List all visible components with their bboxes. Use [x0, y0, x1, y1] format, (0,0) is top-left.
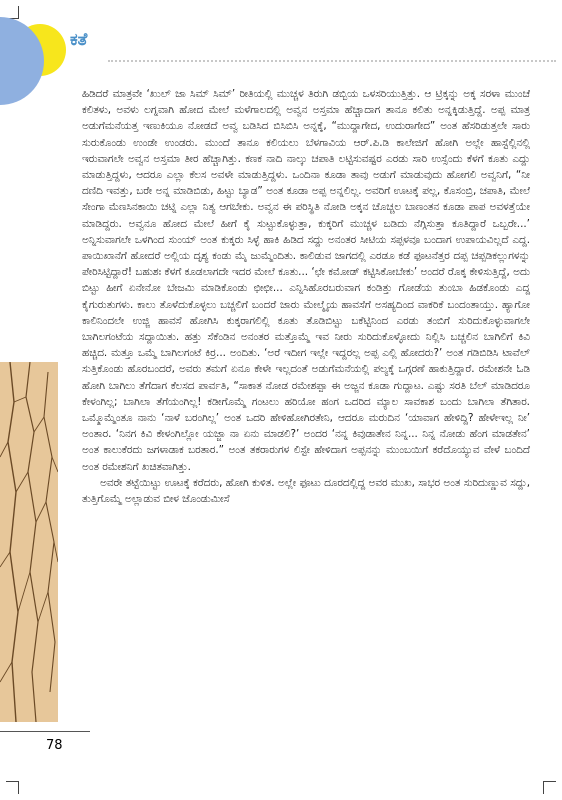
section-title: ಕತೆ [70, 30, 88, 50]
page-number: 78 [46, 738, 63, 753]
story-body [82, 86, 530, 507]
cracked-texture-image [0, 362, 58, 722]
footer-rule [0, 731, 90, 732]
paragraph-1: ಹಿಡಿದರೆ ಮಾತ್ರವೇ ‘ಖುಲ್ ಜಾ ಸಿಮ್ ಸಿಮ್’ ರೀತಿಯಲ್ಲಿ ಮುಚ್ಚಳ ತಿರುಗಿ ಡಬ್ಬಿಯ ಒಳಸರಿಯುತ್ತಿತ್ತು. ಆ ಟ್ರಿಕ್ಕನ್ನು ಅಕ್ಕ ಸರಳಾ ಮುಂಚೆ ಕಲಿತಳು, ಅವಳು ಲಗ್ನವಾಗಿ ಹೋದ ಮೇಲೆ ಮಳೆಗಾಲದಲ್ಲಿ ಅವ್ವನ ಅಸ್ತಮಾ ಹೆಚ್ಚಾದಾಗ ತಾನೂ ಕಲಿತು ಅನ್ನಕ್ಕಿಡುತ್ತಿದ್ದೆ. ಅಪ್ಪ ಮಾತ್ರ ಅಡುಗೆಮನೆಯತ್ತ ಇಣುಕಿಯೂ ನೋಡದೆ ಅವ್ವ ಬಡಿಸಿದ ಬಿಸಿಬಿಸಿ ಅನ್ನಕ್ಕೆ, “ಮುದ್ದಾಗೇದ, ಉದುರಾಗೇದ” ಅಂತ ಹೆಸರಿಡುತ್ತಲೇ ಸಾರು ಸುರುಕೊಂಡು ಉಂಡೇ ಉಂಡರು. ಮುಂದೆ ತಾನೂ ಕಲಿಯಲು ಬೆಳಗಾವಿಯ ಆರ್.ಪಿ.ಡಿ ಕಾಲೇಜಿಗೆ ಹೋಗಿ ಅಲ್ಲೇ ಹಾಸ್ಟೆಲ್ಲಿನಲ್ಲಿ ಇರುವಾಗಲೇ ಅವ್ವನ ಅಸ್ತಮಾ ತೀರ ಹೆಚ್ಚಾಗಿತ್ತು. ಕಣಕ ನಾದಿ ನಾಲ್ಕು ಚಪಾತಿ ಲಟ್ಟಿಸುವಷ್ಟರ ಎರಡು ಸಾರಿ ಉಸ್ಸೆಂದು ಕೆಳಗೆ ಕೂತು ಎದ್ದು ಮಾಡುತ್ತಿದ್ದಳು, ಆದರೂ ಎಲ್ಲಾ ಕೆಲಸ ಅವಳೇ ಮಾಡುತ್ತಿದ್ದಳು. ಒಂದಿನಾ ಕೂಡಾ ತಾವು ಅಡುಗೆ ಮಾಡುವುದು ಹೋಗಲಿ ಅವ್ವನಿಗೆ, “ನೀ ದಣಿದಿ ಇವತ್ತು, ಬರೇ ಅನ್ನ ಮಾಡಿಬಿಡು, ಹಿಟ್ಟು ಬ್ಯಾಡ” ಅಂತ ಕೂಡಾ ಅಪ್ಪ ಅನ್ನಲಿಲ್ಲ. ಅವರಿಗೆ ಊಟಕ್ಕೆ ಪಲ್ಲ, ಕೊಸಂಬ್ರಿ, ಚಪಾತಿ, ಮೇಲೆ ಸೇಂಗಾ ಮೆಣಸಿನಕಾಯಿ ಚಟ್ನಿ ಎಲ್ಲಾ ನಿತ್ಯ ಆಗಬೇಕು. ಅವ್ವನ ಈ ಪರಿಸ್ಥಿತಿ ನೋಡಿ ಅಕ್ಕನ ಚೊಚ್ಚಲ ಬಾಣಂತನ ಕೂಡಾ ಪಾಪ ಅವಳತ್ತೆಯೇ ಮಾಡಿದ್ದರು. ಅವ್ವನೂ ಹೋದ ಮೇಲೆ ಹೀಗೆ ಕೈ ಸುಟ್ಟುಕೊಳ್ಳುತ್ತಾ, ಕುಕ್ಕರಿಗೆ ಮುಚ್ಚಳ ಬಡಿದು ನೆಗ್ಗಿಸುತ್ತಾ ಕೂತಿದ್ದಾರೆ ಒಬ್ಬರೇ...’ ಅನ್ನಿಸುವಾಗಲೇ ಒಳಗಿಂದ ಸುಂಯ್ ಅಂತ ಕುಕ್ಕರು ಸಿಳ್ಳೆ ಹಾಕಿ ಹಿಡಿದ ಸದ್ದು ಅನಂತರ ಸೀಟಿಯ ಸಪ್ಪಳವೂ ಬಂದಾಗ ಉಪಾಯವಿಲ್ಲದೆ ಎದ್ದ. ಪಾಯಿಖಾನೆಗೆ ಹೋದರೆ ಅಲ್ಲಿಯ ದೃಶ್ಯ ಕಂಡು ಮೈ ಜುಮ್ಮೆಂದಿತು. ಕಾಲಿಡುವ ಜಾಗದಲ್ಲಿ ಎರಡೂ ಕಡೆ ಫೂಟನೆತ್ತರ ದಪ್ಪ ಚಪ್ಪಡಿಕಲ್ಲುಗಳನ್ನು ಪೇರಿಸಿಟ್ಟಿದ್ದಾರೆ! ಬಹುಶಃ ಕೆಳಗೆ ಕೂಡಲಾಗದೇ ಇದರ ಮೇಲೆ ಕೂತು... ‘ಛೇ ಕಮೋಡ್ ಕಟ್ಟಿಸಿಕೋಬೇಕು’ ಅಂದರೆ ರೊಕ್ಕ ಕೇಳಿಸುತ್ತಿದ್ದೆ, ಅದು ಬಿಟ್ಟು ಹೀಗೆ ಏನೇನೋ ಬೇಜಮಿ ಮಾಡಿಕೊಂಡು ಛೀಛೀ... ಎನ್ನಿಸಿಹೊರಬರುವಾಗ ಕಂಡಿತ್ತು ಗೋಡೆಯ ತುಂಬಾ ಹಿಡಕೊಂಡು ಎದ್ದ ಕೈಗುರುತುಗಳು. ಕಾಲು ತೊಳೆದುಕೊಳ್ಳಲು ಬಚ್ಚಲಿಗೆ ಬಂದರೆ ಜಾರು ಮೇಲ್ಮೈಯ ಹಾವಸೆಗೆ ಅಸಹ್ಯದಿಂದ ವಾಕರಿಕೆ ಬಂದಂತಾಯ್ತು. ಹ್ಯಾಗೋ ಕಾಲಿನಿಂದಲೇ ಉಜ್ಜಿ ಹಾವಸೆ ಹೋಗಿಸಿ ಕುಕ್ಕರಾಗಲಿಲ್ಲಿ ಕೂತು ತೊಡಿಬಿಟ್ಟು ಬಕೆಟ್ಟಿನಿಂದ ಎರಡು ತಂಬಿಗೆ ಸುರಿದುಕೊಳ್ಳುವಾಗಲೇ ಬಾಗಿಲಗಂಟೆಯ ಸದ್ದಾಯಿತು. ಹತ್ತು ಸೆಕೆಂಡಿನ ಅನಂತರ ಮತ್ತೊಮ್ಮೆ ಇವ ನೀರು ಸುರಿದುಕೊಳ್ಳೋದು ನಿಲ್ಲಿಸಿ ಬಚ್ಚಲಿನ ಬಾಗಿಲಿಗೆ ಕಿವಿ ಹಚ್ಚಿದ. ಮತ್ತೂ ಒಮ್ಮೆ ಬಾಗಿಲಗಂಟೆ ಕಿರ್ರ... ಅಂದಿತು. ‘ಅರೆ ಇದೀಗ ಇಲ್ಲೇ ಇದ್ದರಲ್ಲ ಅಪ್ಪ ಎಲ್ಲಿ ಹೋದರು?’ ಅಂತ ಗಡಿಬಿಡಿಸಿ ಟಾವೆಲ್ ಸುತ್ತಿಕೊಂಡು ಹೊರಬಂದರೆ, ಅವರು ತಮಗೆ ಏನೂ ಕೇಳೇ ಇಲ್ಲದಂತೆ ಅಡುಗೆಮನೆಯಲ್ಲಿ ಪಲ್ಯಕ್ಕೆ ಒಗ್ಗರಣೆ ಹಾಕುತ್ತಿದ್ದಾರೆ. ರಮೇಶನೇ ಓಡಿ ಹೋಗಿ ಬಾಗಿಲು ತೆಗೆದಾಗ ಕೆಲಸದ ಪಾರ್ವತಿ, “ಸಾಕಾತ ನೋಡ ರಮೇಶಪ್ಪಾ ಈ ಅಜ್ಜನ ಕೂಡಾ ಗುದ್ದಾಟ. ಎಷ್ಟು ಸರತಿ ಬೆಲ್ ಮಾಡಿದರೂ ಕೇಳಂಗಿಲ್ಲ; ಬಾಗಿಲಾ ತೆಗೆಯಂಗಿಲ್ಲ! ಕಡೀಗೊಮ್ಮೆ ಗಂಟಲು ಹರಿಯೋ ಹಂಗ ಒದರಿದ ಮ್ಯಾಲ ಸಾವಕಾಶ ಬಂದು ಬಾಗಿಲಾ ತೆಗಿತಾರ. ಒಮ್ಮೊಮ್ಮೆಂತೂ ನಾನು ‘ನಾಳೆ ಬರಂಗಿಲ್ಲ’ ಅಂತ ಒದರಿ ಹೇಳಿಹೋಗಿರತೇನಿ, ಆದರೂ ಮರುದಿನ ‘ಯಾವಾಗ ಹೇಳಿದ್ದಿ? ಹೇಳೇಇಲ್ಲ ನೀ’ ಅಂತಾರ. ‘ನಿನಗ ಕಿವಿ ಕೇಳಂಗಿಲ್ಲೋ ಯಜ್ಜಾ ನಾ ಏನು ಮಾಡಲಿ?’ ಅಂದರ ‘ನನ್ನ ಕಿವುಡಾತೇನ ನಿನ್ನ... ನಿನ್ನ ನೋಡು ಹೆಂಗ ಮಾಡತೇನ’ ಅಂತ ಕಾಲುಕೆರದು ಜಗಳಾಡಾಕ ಬರತಾರ.” ಅಂತ ತಕರಾರುಗಳ ಲಿಸ್ಟೇ ಹೇಳಿದಾಗ ಅಪ್ಪನನ್ನು ಮುಂಬಯಿಗೆ ಕರೆದೊಯ್ಯುವ ವೇಳೆ ಬಂದಿದೆ ಅಂತ ರಮೇಶನಿಗೆ ಖಚಿತವಾಗಿತ್ತು. [82, 88, 531, 473]
crop-mark-bottom-right [543, 781, 556, 794]
dotted-rule [108, 60, 556, 62]
circle-decoration [0, 0, 80, 120]
paragraph-2: ಅವರೇ ತಟ್ಟೆಯಿಟ್ಟು ಊಟಕ್ಕೆ ಕರೆದರು, ಹೋಗಿ ಕುಳಿತ. ಅಲ್ಲೇ ಫೂಟು ದೂರದಲ್ಲಿದ್ದ ಅವರ ಮುಖ, ಸಾಭರ ಅಂತ ಸುರಿದುಣ್ಣುವ ಸದ್ದು, ತುತ್ತಿಗೊಮ್ಮೆ ಅಲ್ಲಾಡುವ ಬೀಳ ಜೊಂಡುಮೀಸೆ [82, 476, 530, 506]
crop-mark-bottom-left [6, 781, 19, 794]
